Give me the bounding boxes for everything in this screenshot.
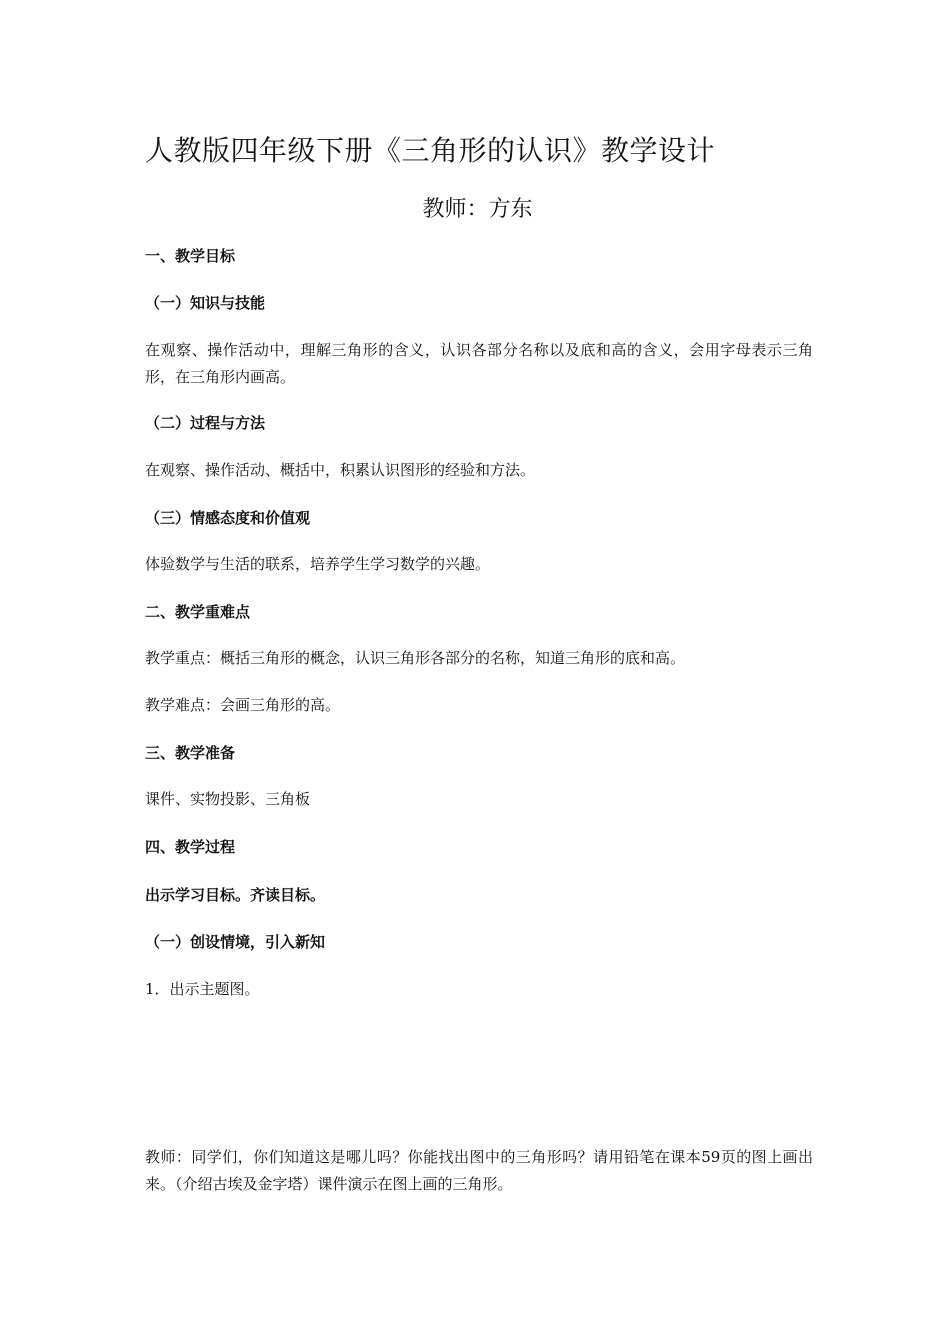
paragraph-attitude-values: 体验数学与生活的联系，培养学生学习数学的兴趣。 — [145, 555, 491, 573]
paragraph-teacher-dialogue: 教师：同学们，你们知道这是哪儿吗？你能找出图中的三角形吗？请用铅笔在课本59页的图上画出来。（介绍古埃及金字塔）课件演示在图上画的三角形。 — [145, 1148, 813, 1193]
subsection-heading-process-methods: （二）过程与方法 — [145, 414, 266, 432]
subsection-heading-attitude-values: （三）情感态度和价值观 — [145, 509, 311, 527]
document-author: 教师：方东 — [422, 197, 533, 222]
paragraph-teaching-preparation: 课件、实物投影、三角板 — [145, 790, 311, 808]
section-heading-teaching-preparation: 三、教学准备 — [145, 744, 236, 762]
paragraph-key-point: 教学重点：概括三角形的概念，认识三角形各部分的名称，知道三角形的底和高。 — [145, 649, 686, 667]
theme-picture-placeholder — [145, 1010, 810, 1130]
paragraph-process-methods: 在观察、操作活动、概括中，积累认识图形的经验和方法。 — [145, 461, 536, 479]
paragraph-difficult-point: 教学难点：会画三角形的高。 — [145, 696, 341, 714]
section-heading-teaching-objectives: 一、教学目标 — [145, 247, 236, 265]
subsection-heading-knowledge-skills: （一）知识与技能 — [145, 294, 266, 312]
subsection-heading-create-situation: （一）创设情境，引入新知 — [145, 933, 326, 951]
section-heading-key-difficult-points: 二、教学重难点 — [145, 603, 251, 621]
document-title: 人教版四年级下册《三角形的认识》教学设计 — [145, 134, 716, 167]
paragraph-show-objectives: 出示学习目标。齐读目标。 — [145, 886, 326, 904]
section-heading-teaching-process: 四、教学过程 — [145, 838, 236, 856]
paragraph-knowledge-skills: 在观察、操作活动中，理解三角形的含义，认识各部分名称以及底和高的含义，会用字母表示三角形，在三角形内画高。 — [145, 341, 813, 386]
list-item-show-theme-picture: 1．出示主题图。 — [145, 980, 260, 998]
